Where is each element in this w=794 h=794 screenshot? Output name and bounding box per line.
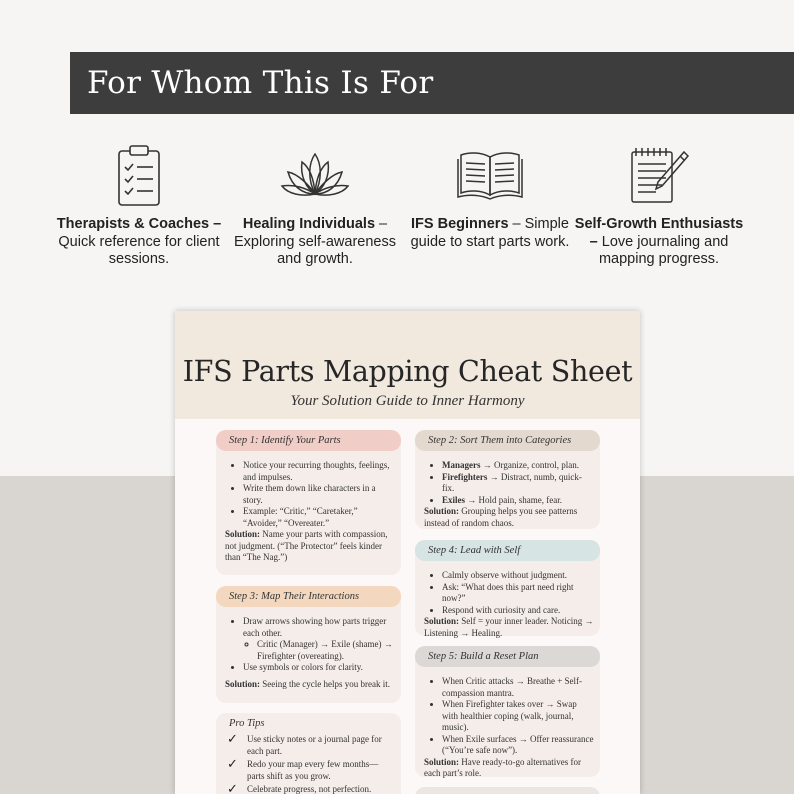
audience-self-growth (574, 143, 744, 269)
audience-label: IFS Beginners (411, 216, 509, 232)
bottom-card-header (415, 787, 600, 794)
pro-tips-title: Pro Tips (229, 718, 265, 729)
step2-title: Step 2: Sort Them into Categories (415, 430, 600, 451)
audience-label: Therapists & Coaches – (56, 216, 222, 232)
list-item: ✓ Celebrate progress, not perfection. (227, 781, 372, 794)
list-item: • Firefighters → Distract, numb, quick-fix. (442, 472, 594, 495)
step4-card (415, 540, 600, 636)
audience-label: Self-Growth Enthusiasts – (574, 216, 744, 250)
audience-desc: Quick reference for client sessions. (58, 233, 220, 267)
solution-text: Grouping helps you see patterns instead of random chaos. (424, 506, 578, 528)
list-item: ✓ Redo your map every few months—parts shift as you grow. (227, 756, 379, 781)
list-item: • Write them down like characters in a story. (243, 483, 395, 506)
list-item: • Use symbols or colors for clarity. (243, 662, 395, 674)
list-item: • Draw arrows showing how parts trigger each other. ◦ Critic (Manager) → Exile (shame) → Firefighter (overeating). (243, 616, 395, 662)
clipboard-checklist-icon (115, 143, 163, 207)
audience-ifs-beginners (405, 143, 575, 251)
list-item: • When Exile surfaces → Offer reassurance (“You’re safe now”). (442, 734, 594, 757)
open-book-icon (457, 149, 523, 201)
list-item: ◦ Critic (Manager) → Exile (shame) → Firefighter (overeating). (257, 639, 395, 662)
solution-text: Seeing the cycle helps you break it. (260, 678, 390, 689)
solution-label: Solution: (424, 506, 460, 516)
list-item: • When Firefighter takes over → Swap with healthier coping (walk, journal, music). (442, 699, 594, 734)
step1-card (216, 430, 401, 575)
lotus-icon (280, 150, 350, 200)
audience-label: Healing Individuals (242, 216, 376, 232)
audience-healing-individuals (230, 143, 400, 269)
audience-desc: Love journaling and mapping progress. (597, 233, 729, 267)
sheet-title: IFS Parts Mapping Cheat Sheet (182, 355, 633, 388)
solution-text: Self = your inner leader. Noticing → Listening → Healing. (424, 616, 594, 638)
step3-card (216, 586, 401, 703)
list-item: • Respond with curiosity and care. (442, 605, 594, 617)
step2-card (415, 430, 600, 529)
list-item: • Calmly observe without judgment. (442, 570, 594, 582)
solution-label: Solution: (424, 616, 460, 626)
list-item: • Exiles → Hold pain, shame, fear. (442, 495, 594, 507)
bottom-card-cutoff (415, 787, 600, 794)
checkmark-icon: ✓ (227, 756, 238, 771)
section-banner (70, 52, 794, 114)
audience-desc: – Exploring self-awareness and growth. (234, 216, 396, 267)
step1-title: Step 1: Identify Your Parts (216, 430, 401, 451)
solution-label: Solution: (424, 756, 460, 767)
step3-title: Step 3: Map Their Interactions (216, 586, 401, 607)
checkmark-icon: ✓ (227, 781, 238, 794)
step5-card (415, 646, 600, 777)
sheet-subtitle: Your Solution Guide to Inner Harmony (290, 393, 525, 409)
solution-label: Solution: (225, 678, 261, 689)
list-item: • Managers → Organize, control, plan. (442, 460, 594, 472)
solution-text: Have ready-to-go alternatives for each part’s role. (424, 756, 581, 778)
checkmark-icon: ✓ (227, 731, 238, 746)
list-item: ✓ Use sticky notes or a journal page for each part. (227, 731, 382, 756)
step5-title: Step 5: Build a Reset Plan (415, 646, 600, 667)
audience-therapists (54, 143, 224, 269)
list-item: • Ask: “What does this part need right now?” (442, 582, 594, 605)
list-item: • Example: “Critic,” “Caretaker,” “Avoider,” “Overeater.” (243, 506, 395, 529)
pro-tips-card (216, 713, 401, 794)
list-item: • Notice your recurring thoughts, feelings, and impulses. (243, 460, 395, 483)
step4-title: Step 4: Lead with Self (415, 540, 600, 561)
list-item: • When Critic attacks → Breathe + Self-compassion mantra. (442, 676, 594, 699)
banner-title: For Whom This Is For (87, 65, 434, 101)
cheat-sheet-preview (175, 311, 640, 794)
solution-text: Name your parts with compassion, not judgment. (“The Protector” feels kinder than “The Nag.”) (225, 529, 388, 562)
solution-label: Solution: (225, 529, 261, 539)
audience-desc: – Simple guide to start parts work. (410, 216, 570, 250)
notepad-pencil-icon (628, 146, 690, 204)
